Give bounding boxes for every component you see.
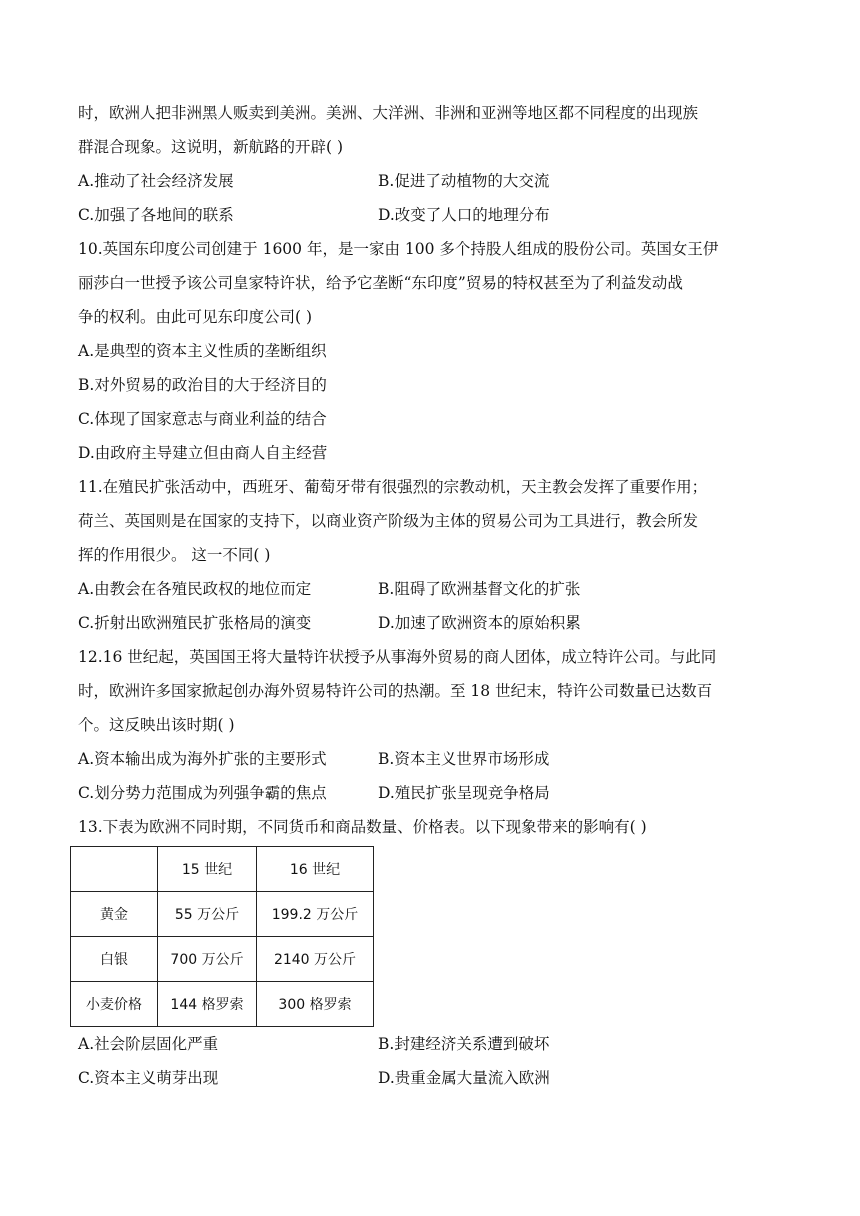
q9-options-row-2	[78, 198, 798, 232]
q12-options-row-2	[78, 776, 798, 810]
q12-option-a: A.资本输出成为海外扩张的主要形式	[78, 750, 327, 768]
q11-option-c: C.折射出欧洲殖民扩张格局的演变	[78, 614, 312, 632]
table-cell: 2140 万公斤	[257, 937, 374, 982]
q13-option-b: B.封建经济关系遭到破坏	[378, 1035, 550, 1053]
q9-stem-line-1: 时，欧洲人把非洲黑人贩卖到美洲。美洲、大洋洲、非洲和亚洲等地区都不同程度的出现族	[78, 104, 699, 122]
table-cell: 300 格罗索	[257, 982, 374, 1027]
table-cell: 55 万公斤	[158, 892, 257, 937]
q13-option-d: D.贵重金属大量流入欧洲	[378, 1069, 550, 1087]
q10-option-a: A.是典型的资本主义性质的垄断组织	[78, 342, 327, 360]
q13-options-row-1	[78, 1027, 798, 1061]
q11-options-row-2	[78, 606, 798, 640]
table-cell: 小麦价格	[71, 982, 158, 1027]
table-cell: 白银	[71, 937, 158, 982]
q13-data-table	[70, 846, 374, 1027]
q9-option-a: A.推动了社会经济发展	[78, 172, 234, 190]
q9-options-row-1	[78, 164, 798, 198]
q10-stem-line-2: 丽莎白一世授予该公司皇家特许状，给予它垄断“东印度”贸易的特权甚至为了利益发动战	[78, 274, 683, 292]
q10-option-b: B.对外贸易的政治目的大于经济目的	[78, 376, 327, 394]
q13-option-c: C.资本主义萌芽出现	[78, 1069, 219, 1087]
q12-stem-line-1: 12.16 世纪起，英国国王将大量特许状授予从事海外贸易的商人团体，成立特许公司。与此同	[78, 648, 717, 666]
q9-option-c: C.加强了各地间的联系	[78, 206, 234, 224]
q11-stem-line-1: 11.在殖民扩张活动中，西班牙、葡萄牙带有很强烈的宗教动机，天主教会发挥了重要作用；	[78, 478, 708, 496]
table-header-row	[71, 847, 374, 892]
table-cell: 144 格罗索	[158, 982, 257, 1027]
q11-options-row-1	[78, 572, 798, 606]
q11-option-d: D.加速了欧洲资本的原始积累	[378, 614, 581, 632]
table-row	[71, 892, 374, 937]
table-cell: 199.2 万公斤	[257, 892, 374, 937]
q13-options-row-2	[78, 1061, 798, 1095]
q13-option-a: A.社会阶层固化严重	[78, 1035, 219, 1053]
table-cell: 黄金	[71, 892, 158, 937]
q11-option-a: A.由教会在各殖民政权的地位而定	[78, 580, 312, 598]
table-header-cell	[71, 847, 158, 892]
q9-option-d: D.改变了人口的地理分布	[378, 206, 550, 224]
q9-option-b: B.促进了动植物的大交流	[378, 172, 550, 190]
exam-page	[78, 96, 798, 1095]
q13-stem-line-1: 13.下表为欧洲不同时期，不同货币和商品数量、价格表。以下现象带来的影响有( )	[78, 818, 647, 836]
q12-option-c: C.划分势力范围成为列强争霸的焦点	[78, 784, 327, 802]
q9-stem-line-2: 群混合现象。这说明，新航路的开辟( )	[78, 138, 344, 156]
table-row	[71, 982, 374, 1027]
q11-stem-line-2: 荷兰、英国则是在国家的支持下，以商业资产阶级为主体的贸易公司为工具进行，教会所发	[78, 512, 699, 530]
table-row	[71, 937, 374, 982]
q12-option-d: D.殖民扩张呈现竞争格局	[378, 784, 550, 802]
q12-stem-line-2: 时，欧洲许多国家掀起创办海外贸易特许公司的热潮。至 18 世纪末，特许公司数量已达数百	[78, 682, 713, 700]
q11-stem-line-3: 挥的作用很少。 这一不同( )	[78, 546, 271, 564]
q12-option-b: B.资本主义世界市场形成	[378, 750, 550, 768]
q10-option-c: C.体现了国家意志与商业利益的结合	[78, 410, 327, 428]
q11-option-b: B.阻碍了欧洲基督文化的扩张	[378, 580, 581, 598]
q10-stem-line-3: 争的权利。由此可见东印度公司( )	[78, 308, 313, 326]
table-header-cell: 16 世纪	[257, 847, 374, 892]
q12-options-row-1	[78, 742, 798, 776]
q12-stem-line-3: 个。这反映出该时期( )	[78, 716, 235, 734]
table-cell: 700 万公斤	[158, 937, 257, 982]
q10-stem-line-1: 10.英国东印度公司创建于 1600 年，是一家由 100 多个持股人组成的股份公司。英国女王伊	[78, 240, 719, 258]
table-header-cell: 15 世纪	[158, 847, 257, 892]
q10-option-d: D.由政府主导建立但由商人自主经营	[78, 444, 328, 462]
